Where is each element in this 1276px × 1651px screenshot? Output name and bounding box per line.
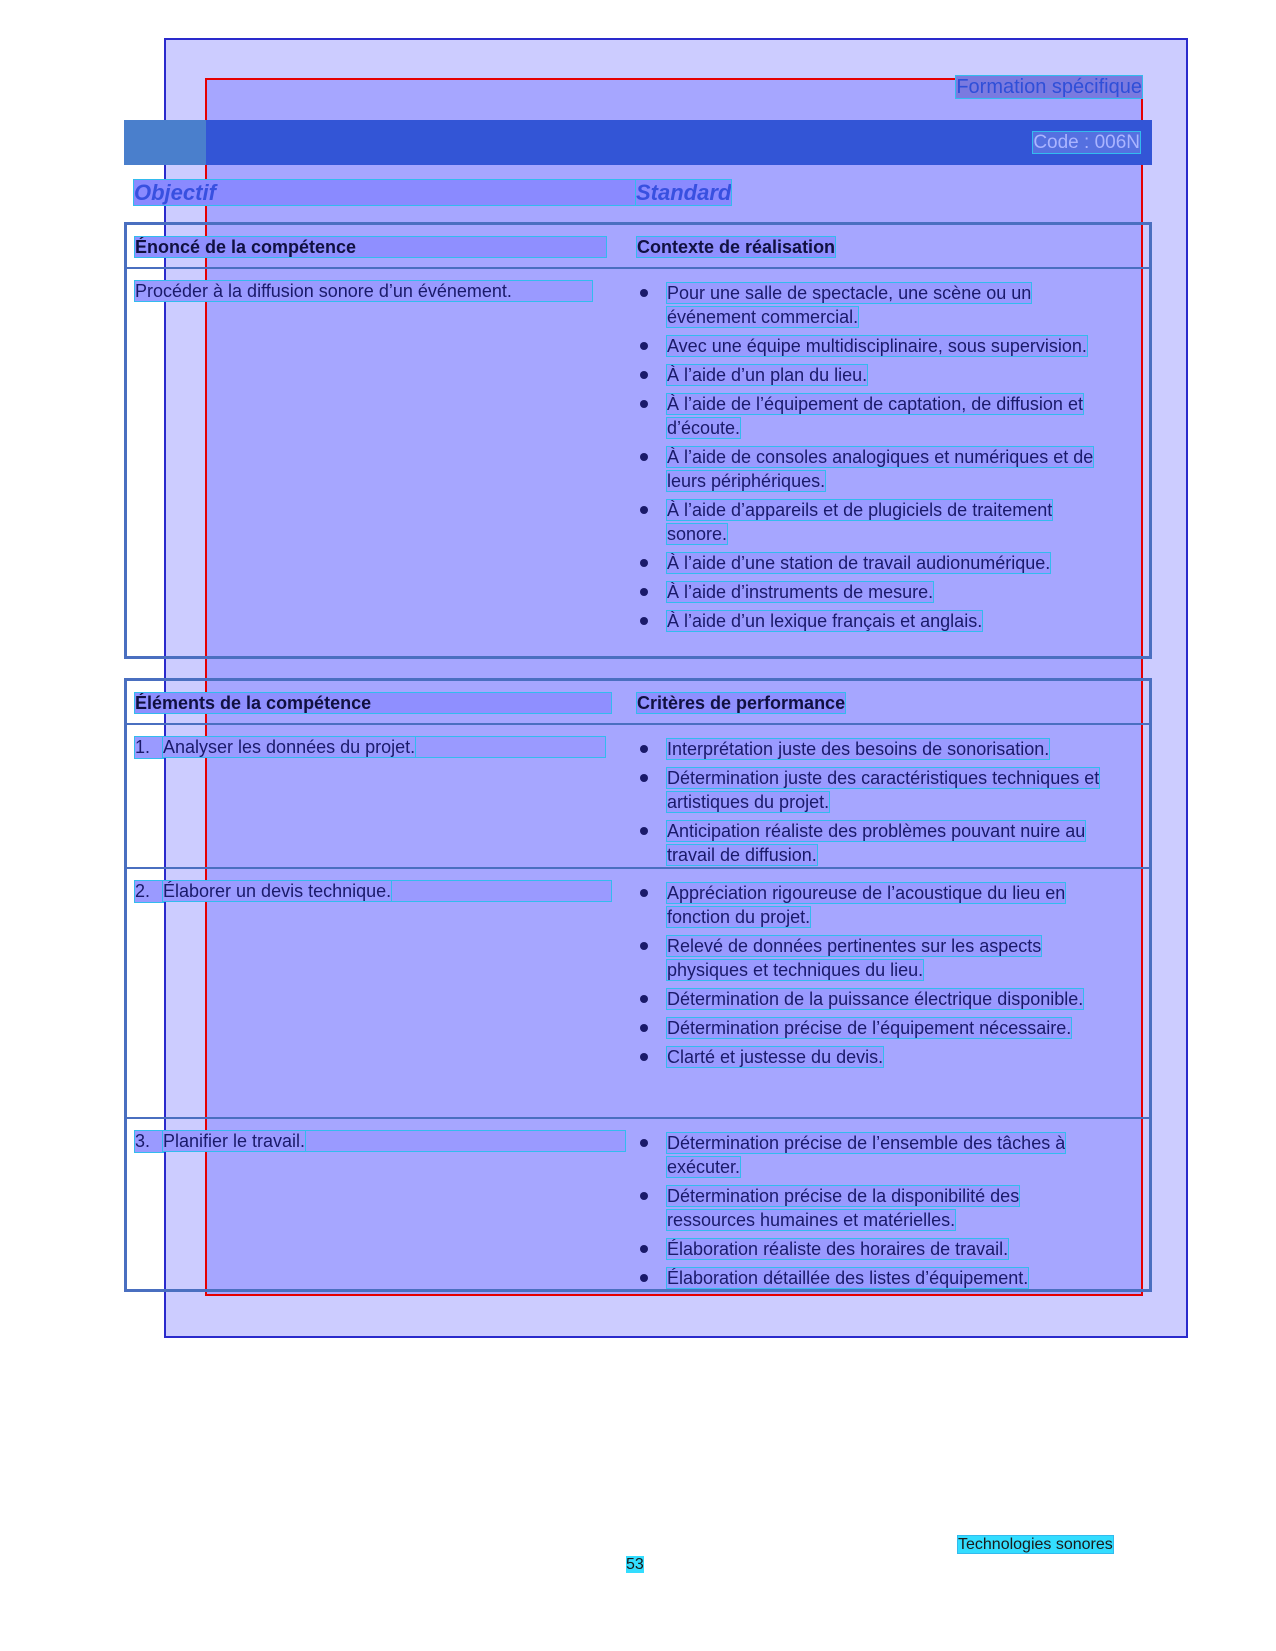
bullet-icon: [640, 1024, 648, 1032]
list-item: Clarté et justesse du devis.: [637, 1045, 1107, 1069]
bullet-icon: [640, 289, 648, 297]
col-header-enonce: Énoncé de la compétence: [135, 237, 606, 258]
competence-table: [124, 222, 1152, 659]
criteres-list-2: [637, 881, 1107, 1074]
competence-statement: Procéder à la diffusion sonore d’un événement.: [135, 281, 592, 302]
list-item: Appréciation rigoureuse de l’acoustique du lieu en fonction du projet.: [637, 881, 1107, 929]
bullet-icon: [640, 995, 648, 1003]
bullet-icon: [640, 889, 648, 897]
bullet-icon: [640, 1274, 648, 1282]
col-header-criteres: Critères de performance: [637, 693, 846, 713]
bullet-icon: [640, 371, 648, 379]
list-item: À l’aide d’instruments de mesure.: [637, 580, 1107, 604]
bullet-icon: [640, 745, 648, 753]
element-3: 3. Planifier le travail.: [135, 1131, 625, 1152]
elements-table: [124, 678, 1152, 1292]
list-item: À l’aide d’un lexique français et anglais.: [637, 609, 1107, 633]
list-item: Anticipation réaliste des problèmes pouvant nuire au travail de diffusion.: [637, 819, 1107, 867]
list-item: Détermination juste des caractéristiques techniques et artistiques du projet.: [637, 766, 1107, 814]
list-item: À l’aide d’un plan du lieu.: [637, 363, 1107, 387]
page-number: 53: [626, 1556, 644, 1573]
header-title: Formation spécifique: [956, 76, 1142, 98]
bullet-icon: [640, 559, 648, 567]
bullet-icon: [640, 827, 648, 835]
bullet-icon: [640, 617, 648, 625]
list-item: À l’aide d’appareils et de plugiciels de traitement sonore.: [637, 498, 1107, 546]
competence-table-header: [127, 225, 1149, 269]
bullet-icon: [640, 1053, 648, 1061]
bullet-icon: [640, 342, 648, 350]
row-divider: [127, 1117, 1149, 1119]
bullet-icon: [640, 506, 648, 514]
bullet-icon: [640, 774, 648, 782]
list-item: Détermination de la puissance électrique disponible.: [637, 987, 1107, 1011]
criteres-list-1: [637, 737, 1107, 872]
list-item: Pour une salle de spectacle, une scène ou un événement commercial.: [637, 281, 1107, 329]
standard-heading: Standard: [636, 180, 732, 205]
band-accent: [124, 120, 206, 165]
bullet-icon: [640, 400, 648, 408]
bullet-icon: [640, 453, 648, 461]
bullet-icon: [640, 1192, 648, 1200]
element-1: 1. Analyser les données du projet.: [135, 737, 605, 758]
program-code: Code : 006N: [1033, 132, 1140, 153]
list-item: Avec une équipe multidisciplinaire, sous supervision.: [637, 334, 1107, 358]
element-2: 2. Élaborer un devis technique.: [135, 881, 611, 902]
list-item: Détermination précise de l’ensemble des tâches à exécuter.: [637, 1131, 1107, 1179]
list-item: Relevé de données pertinentes sur les aspects physiques et techniques du lieu.: [637, 934, 1107, 982]
objectif-heading: Objectif: [134, 180, 636, 206]
criteres-list-3: [637, 1131, 1107, 1295]
footer-program: Technologies sonores: [958, 1536, 1113, 1553]
list-item: Élaboration détaillée des listes d’équipement.: [637, 1266, 1107, 1290]
list-item: Élaboration réaliste des horaires de travail.: [637, 1237, 1107, 1261]
row-divider: [127, 867, 1149, 869]
bullet-icon: [640, 1139, 648, 1147]
bullet-icon: [640, 942, 648, 950]
bullet-icon: [640, 1245, 648, 1253]
list-item: À l’aide d’une station de travail audionumérique.: [637, 551, 1107, 575]
col-header-elements: Éléments de la compétence: [135, 693, 611, 714]
elements-table-header: [127, 681, 1149, 725]
list-item: Détermination précise de l’équipement nécessaire.: [637, 1016, 1107, 1040]
contexte-list: [637, 281, 1107, 638]
list-item: À l’aide de l’équipement de captation, de diffusion et d’écoute.: [637, 392, 1107, 440]
list-item: Interprétation juste des besoins de sonorisation.: [637, 737, 1107, 761]
col-header-contexte: Contexte de réalisation: [637, 237, 836, 257]
list-item: Détermination précise de la disponibilité des ressources humaines et matérielles.: [637, 1184, 1107, 1232]
bullet-icon: [640, 588, 648, 596]
list-item: À l’aide de consoles analogiques et numériques et de leurs périphériques.: [637, 445, 1107, 493]
header-band: [124, 120, 1152, 165]
